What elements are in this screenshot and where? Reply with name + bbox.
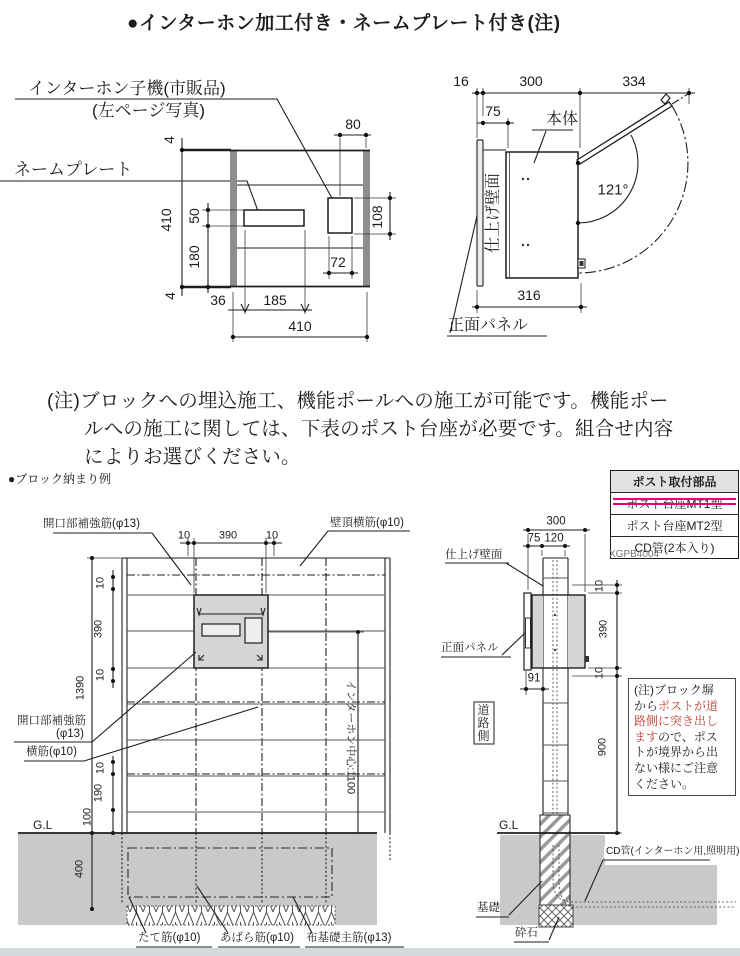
- dim-190: 190: [92, 783, 105, 803]
- dim-390-side: 390: [92, 619, 105, 639]
- front-view-body: [230, 150, 370, 287]
- caution-line: からポストが道: [634, 698, 719, 713]
- opening-rebar-top-label: 開口部補強筋(φ13): [43, 518, 140, 530]
- caution-line: ますので、ポス: [634, 729, 718, 744]
- caution-note-box: [628, 678, 736, 796]
- nameplate-label: ネームプレート: [14, 160, 133, 179]
- dim-72: 72: [330, 253, 346, 270]
- parts-table-header: ポスト取付部品: [611, 471, 738, 493]
- front-panel-label: 正面パネル: [448, 317, 529, 334]
- dim-390-pole: 390: [597, 619, 610, 639]
- note-paragraph-line2: ルへの施工に関しては、下表のポスト台座が必要です。組合せ内容: [84, 418, 674, 440]
- intercom-unit-label: インターホン子機(市販品): [28, 79, 226, 98]
- opening-rebar-left-label-2: (φ13): [56, 728, 84, 740]
- dim-80: 80: [345, 115, 361, 132]
- product-code: XGPB4004: [609, 549, 660, 560]
- gravel-hatch-left: [127, 906, 335, 925]
- nameplate-slot: [244, 210, 304, 226]
- parts-table-row-mt1: [611, 493, 738, 515]
- dim-300-pole: 300: [546, 515, 566, 528]
- road-side-label: 道路側: [477, 703, 490, 743]
- gravel-label: 砕石: [515, 927, 538, 939]
- parts-table-row-cd-label: CD管(2本入り): [634, 541, 715, 555]
- footing-rebar-label: 布基礎主筋(φ13): [306, 932, 392, 944]
- dim-410-left: 410: [157, 208, 174, 232]
- gl-label-right: G.L: [499, 818, 519, 832]
- side-view-body: [506, 152, 585, 278]
- note-paragraph-line3: によりお選びください。: [84, 446, 301, 468]
- dim-10-top-left: 10: [177, 529, 191, 542]
- horizontal-rebar-label: 横筋(φ10): [26, 746, 77, 758]
- intercom-center-dim: インターホン中心:1100: [344, 679, 357, 795]
- strikethrough-line: [613, 503, 736, 505]
- dim-180: 180: [185, 245, 202, 269]
- parts-table-row-mt2: [611, 515, 738, 537]
- gl-label-left: G.L: [33, 818, 53, 832]
- dim-75-top: 75: [485, 102, 501, 119]
- dim-120-pole: 120: [544, 532, 564, 545]
- intercom-cutout: [328, 198, 352, 233]
- dim-900: 900: [596, 737, 609, 757]
- body-label: 本体: [546, 111, 579, 128]
- dim-410-bottom: 410: [288, 317, 312, 334]
- caution-line: 路側に突き出し: [634, 714, 719, 729]
- function-pole: [543, 558, 568, 835]
- front-panel-plate: [524, 593, 531, 670]
- dim-4-bottom: 4: [161, 292, 178, 300]
- dim-91: 91: [527, 672, 541, 685]
- dim-334: 334: [622, 72, 646, 89]
- dim-75-pole: 75: [527, 532, 541, 545]
- finished-wall-label: 仕上げ壁面: [484, 172, 502, 254]
- parts-table: [610, 470, 739, 559]
- dim-10-pole-bottom: 10: [593, 666, 606, 680]
- cd-pipe-label: CD管(インターホン用,照明用): [606, 846, 740, 857]
- dim-10-lower: 10: [94, 761, 107, 775]
- strikethrough-line: [613, 498, 736, 500]
- dim-4-top: 4: [160, 136, 177, 144]
- dim-10-pole-top: 10: [593, 579, 606, 593]
- note-paragraph-line1: (注)ブロックへの埋込施工、機能ポールへの施工が可能です。機能ポー: [47, 390, 669, 412]
- dim-10-side-a: 10: [94, 576, 107, 590]
- page-title: ●インターホン加工付き・ネームプレート付き(注): [127, 13, 561, 34]
- parts-table-row-mt2-label: ポスト台座MT2型: [626, 519, 723, 533]
- angle-121: 121°: [597, 181, 629, 199]
- front-view-dim-dots: [180, 133, 392, 339]
- caution-line: (注)ブロック塀: [634, 683, 714, 697]
- dim-50: 50: [185, 208, 202, 224]
- dim-10-top-right: 10: [265, 529, 279, 542]
- intercom-unit-label-2: (左ページ写真): [92, 101, 205, 120]
- top-rebar-label: 壁頂横筋(φ10): [330, 517, 404, 529]
- dim-185: 185: [263, 291, 287, 308]
- embedded-post: [194, 595, 268, 668]
- dim-108: 108: [368, 205, 385, 229]
- stirrup-label: あばら筋(φ10): [220, 932, 294, 944]
- lid-open: [577, 94, 688, 164]
- dim-36: 36: [210, 291, 226, 308]
- caution-line: ない様にご注意: [634, 760, 719, 775]
- dim-1390: 1390: [74, 675, 87, 701]
- dim-390-top: 390: [218, 529, 238, 542]
- vertical-rebar-label: たて筋(φ10): [138, 932, 201, 944]
- section-label: ●ブロック納まり例: [8, 472, 112, 486]
- dim-400: 400: [73, 859, 86, 879]
- front-panel-label-pole: 正面パネル: [441, 642, 499, 654]
- dim-16: 16: [453, 72, 469, 89]
- page-bottom-strip: [0, 948, 740, 956]
- dim-10-side-b: 10: [94, 668, 107, 682]
- opening-rebar-left-label-1: 開口部補強筋: [17, 715, 86, 727]
- caution-line: トが境界から出: [634, 745, 719, 760]
- finished-wall-label-pole: 仕上げ壁面: [445, 549, 503, 561]
- dim-316: 316: [517, 286, 541, 303]
- caution-line: ください。: [634, 776, 695, 791]
- dim-300-top: 300: [519, 72, 543, 89]
- foundation-label: 基礎: [477, 902, 500, 914]
- dim-100: 100: [81, 807, 94, 827]
